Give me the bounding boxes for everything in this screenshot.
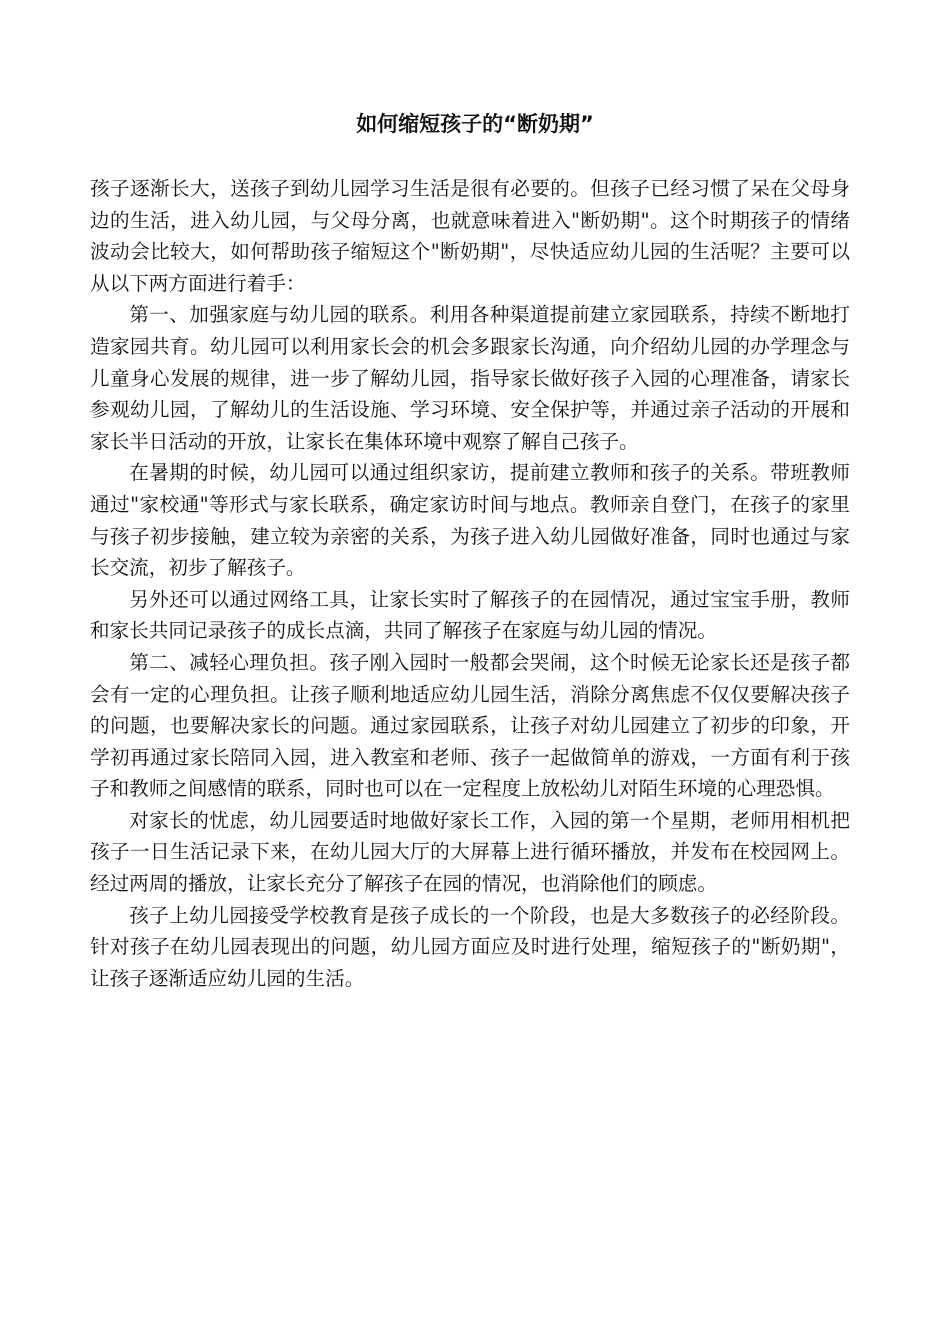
document-body bbox=[90, 173, 850, 994]
paragraph-online-tools: 另外还可以通过网络工具，让家长实时了解孩子的在园情况，通过宝宝手册，教师和家长共同记录孩子的成长点滴，共同了解孩子在家庭与幼儿园的情况。 bbox=[90, 587, 850, 643]
document-title: 如何缩短孩子的“断奶期” bbox=[356, 112, 594, 136]
paragraph-first-point: 第一、加强家庭与幼儿园的联系。利用各种渠道提前建立家园联系，持续不断地打造家园共育。幼儿园可以利用家长会的机会多跟家长沟通，向介绍幼儿园的办学理念与儿童身心发展的规律，进一步了解幼儿园，指导家长做好孩子入园的心理准备，请家长参观幼儿园，了解幼儿的生活设施、学习环境、安全保护等，并通过亲子活动的开展和家长半日活动的开放，让家长在集体环境中观察了解自己孩子。 bbox=[90, 303, 850, 453]
paragraph-second-point: 第二、减轻心理负担。孩子刚入园时一般都会哭闹，这个时候无论家长还是孩子都会有一定的心理负担。让孩子顺利地适应幼儿园生活，消除分离焦虑不仅仅要解决孩子的问题，也要解决家长的问题。通过家园联系，让孩子对幼儿园建立了初步的印象，开学初再通过家长陪同入园，进入教室和老师、孩子一起做简单的游戏，一方面有利于孩子和教师之间感情的联系，同时也可以在一定程度上放松幼儿对陌生环境的心理恐惧。 bbox=[90, 650, 850, 801]
paragraph-parent-worries: 对家长的忧虑，幼儿园要适时地做好家长工作，入园的第一个星期，老师用相机把孩子一日生活记录下来，在幼儿园大厅的大屏幕上进行循环播放，并发布在校园网上。经过两周的播放，让家长充分了解孩子在园的情况，也消除他们的顾虑。 bbox=[90, 808, 850, 896]
paragraph-intro: 孩子逐渐长大，送孩子到幼儿园学习生活是很有必要的。但孩子已经习惯了呆在父母身边的生活，进入幼儿园，与父母分离，也就意味着进入"断奶期"。这个时期孩子的情绪波动会比较大，如何帮助孩子缩短这个"断奶期"，尽快适应幼儿园的生活呢？主要可以从以下两方面进行着手： bbox=[90, 177, 850, 295]
paragraph-conclusion: 孩子上幼儿园接受学校教育是孩子成长的一个阶段，也是大多数孩子的必经阶段。针对孩子在幼儿园表现出的问题，幼儿园方面应及时进行处理，缩短孩子的"断奶期"，让孩子逐渐适应幼儿园的生活。 bbox=[90, 903, 850, 990]
paragraph-home-visit: 在暑期的时候，幼儿园可以通过组织家访，提前建立教师和孩子的关系。带班教师通过"家校通"等形式与家长联系，确定家访时间与地点。教师亲自登门，在孩子的家里与孩子初步接触，建立较为亲密的关系，为孩子进入幼儿园做好准备，同时也通过与家长交流，初步了解孩子。 bbox=[90, 461, 850, 580]
